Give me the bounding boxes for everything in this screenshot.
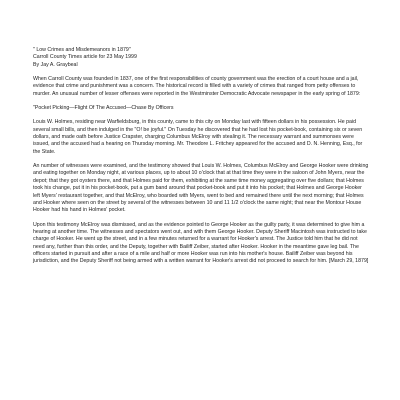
body-paragraph: An number of witnesses were examined, and the testimony showed that Louis W. Holmes, Columbus McElroy and George Hooker were drinking and eating together on Monday night, at various places, up to about 10 o'clock that at that time they were in the saloon of John Myers, near the depot; that they got oysters there, and that Holmes paid for them, exhibiting at the same time money aggregating over five dollars; that Holmes took his change, put it in his pocket-book, put a gum band around that pocket-book and put it into his pocket; that Holmes and George Hooker left Myers' restaurant together, and that McElroy, who boarded with Myers, went to bed and remained there until the next morning; that Holmes and Hooker where seen on the street by several of the witnesses between 10 and 11 1/2 o'clock the same night; that near the Montour House Hooker had his hand in Holmes' pocket. (33, 163, 369, 214)
article-title: " Low Crimes and Misdemeanors in 1879" (33, 47, 131, 53)
section-heading: "Pocket Picking—Flight Of The Accused—Chase By Officers (33, 105, 174, 112)
body-paragraph: Louis W. Holmes, residing near Warfieldsburg, in this county, came to this city on Monday last with fifteen dollars in his possession. He paid several small bills, and then indulged in the "O! be joyful." On Tuesday he discovered that he had lost his pocket-book, containing six or seven dollars, and made oath before Justice Crapster, charging Columbus McElroy with stealing it. The necessary warrant and summonses were issued, and the accused had a hearing on Thursday morning. Mr. Theodore L. Fritchey appeared for the accused and D. N. Henning, Esq., for the State. (33, 119, 363, 155)
article-author: By Jay A. Graybeal (33, 61, 78, 68)
document-body (33, 47, 369, 266)
document-header (33, 47, 369, 69)
body-paragraph: Upon this testimony McElroy was dismissed, and as the evidence pointed to George Hooker as the guilty party, it was determined to give him a hearing at another time. The witnesses and spectators went out, and with them George Hooker. Deputy Sheriff Macintosh was instructed to take charge of Hooker. He went up the street, and in a few minutes returned for a warrant for Hooker's arrest. The Justice told him that he did not need any, further than this order, and the Deputy, together with Bailiff Zeiber, started after Hooker. Hooker in the meantime gave leg bail. The officers started in pursuit and after a race of a mile and half or more Hooker was run into his mother's house. Bailiff Zeiber was beyond his jurisdiction, and the Deputy Sheriff not being armed with a written warrant for Hooker's arrest did not proceed to search for him. [March 29, 1879] (33, 221, 369, 265)
article-source: Carroll County Times article for 23 May 1999 (33, 54, 137, 61)
intro-paragraph: When Carroll County was founded in 1837, one of the first responsibilities of county government was the erection of a court house and a jail, evidence that crime and punishment was a concern. The historical record is filled with a variety of crimes that ranged from petty offenses to murder. An unusual number of lesser offenses were reported in the Westminster Democratic Advocate newspaper in the early spring of 1879: (33, 76, 361, 97)
